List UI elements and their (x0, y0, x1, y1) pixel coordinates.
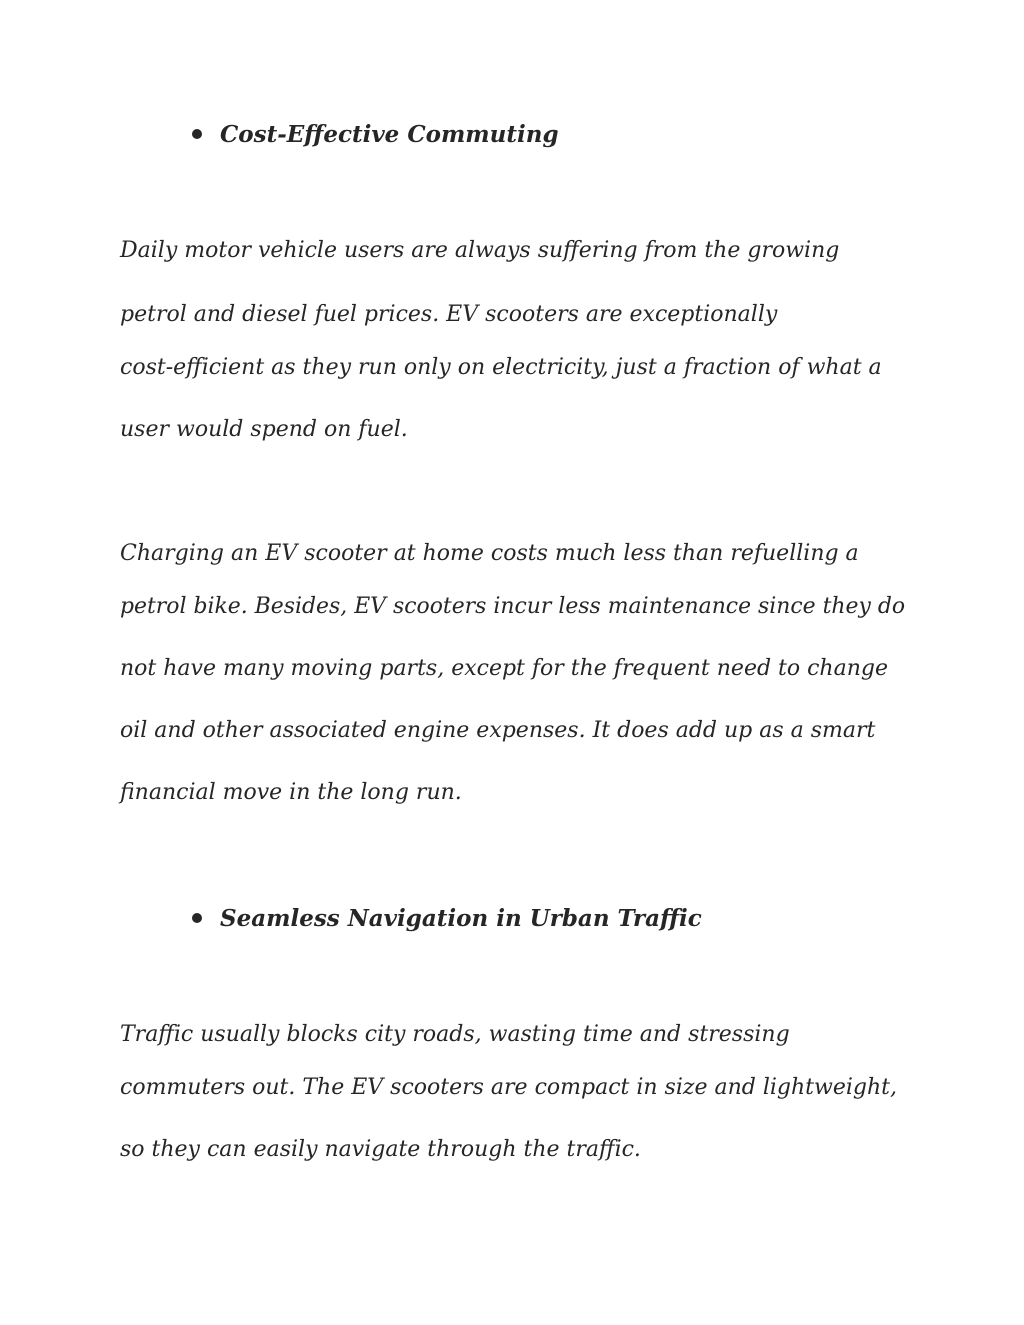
paragraph-line: so they can easily navigate through the traffic. (120, 1137, 641, 1162)
paragraph-line: Daily motor vehicle users are always suffering from the growing (120, 238, 840, 263)
paragraph-line: financial move in the long run. (120, 780, 462, 805)
section-heading-text: Seamless Navigation in Urban Traffic (220, 904, 702, 932)
paragraph-line: petrol bike. Besides, EV scooters incur less maintenance since they do (120, 594, 906, 619)
paragraph-line: Traffic usually blocks city roads, wasting time and stressing (120, 1022, 790, 1047)
section-heading (190, 118, 559, 150)
section-heading (190, 902, 702, 934)
paragraph-line: Charging an EV scooter at home costs much less than refuelling a (120, 541, 859, 566)
paragraph-line: user would spend on fuel. (120, 417, 408, 442)
paragraph-line: oil and other associated engine expenses. It does add up as a smart (120, 718, 876, 743)
bullet-icon (192, 913, 202, 923)
paragraph-line: petrol and diesel fuel prices. EV scooters are exceptionally (120, 302, 778, 327)
paragraph-line: commuters out. The EV scooters are compact in size and lightweight, (120, 1075, 897, 1100)
section-heading-text: Cost-Effective Commuting (220, 120, 559, 148)
paragraph-line: not have many moving parts, except for the frequent need to change (120, 656, 888, 681)
paragraph-line: cost-efficient as they run only on electricity, just a fraction of what a (120, 355, 882, 380)
bullet-icon (192, 129, 202, 139)
